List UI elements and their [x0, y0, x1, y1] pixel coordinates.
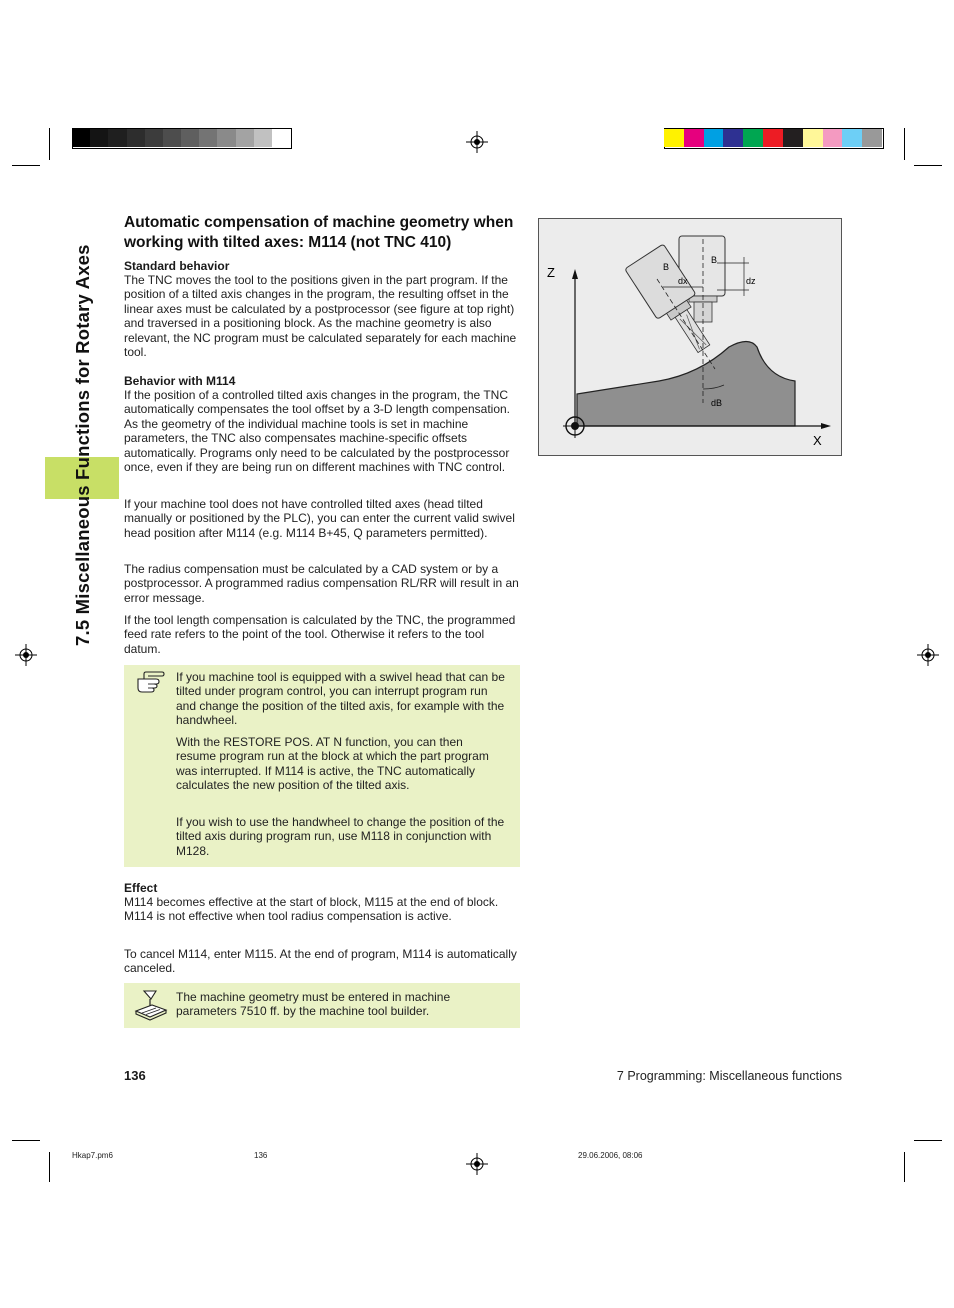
x-axis-arrow: [821, 423, 831, 429]
crop-mark: [904, 128, 905, 160]
color-swatch: [842, 129, 862, 147]
m114-manual-axes-paragraph: If your machine tool does not have controlled tilted axes (head tilted manually or positioned by the PLC), you can enter the current valid swivel head position after M114 (e.g. M114 B+45, Q parameters permitted).: [124, 497, 515, 540]
cancel-paragraph: To cancel M114, enter M115. At the end of program, M114 is automatically canceled.: [124, 947, 517, 976]
crop-mark: [12, 165, 40, 166]
length-compensation-paragraph: If the tool length compensation is calculated by the TNC, the programmed feed rate refers to the point of the tool. Otherwise it refers to the tool datum.: [124, 613, 516, 656]
color-swatch: [823, 129, 843, 147]
radius-compensation-section: [124, 562, 520, 605]
color-swatch: [127, 129, 146, 147]
color-swatch: [72, 129, 91, 147]
m114-behavior-subhead: Behavior with M114: [124, 374, 236, 388]
color-swatch: [862, 129, 882, 147]
note-box-machine-parameters: [124, 983, 520, 1028]
effect-paragraph: M114 becomes effective at the start of block, M115 at the end of block. M114 is not effective when tool radius compensation is active.: [124, 895, 499, 924]
dx-label: dx: [678, 276, 688, 286]
page-number: 136: [124, 1068, 146, 1083]
machine-geometry-figure: [538, 218, 842, 456]
crop-mark: [49, 1152, 50, 1182]
z-axis-arrow: [572, 269, 578, 279]
slug-filename: Hkap7.pm6: [72, 1151, 113, 1160]
color-swatch: [181, 129, 200, 147]
cancel-section: [124, 947, 520, 976]
tilted-head-diagram: [539, 219, 841, 455]
m114-behavior-paragraph: If the position of a controlled tilted axis changes in the program, the TNC automatically compensates the tool offset by a 3-D length compensation. As the geometry of the individual machine tools is set in machine parameters, the TNC also compensates machine-specific offsets automatically. Programs only need to be calculated by the postprocessor once, even if they are being run on different machines with TNC control.: [124, 388, 510, 475]
note-paragraph: If you machine tool is equipped with a swivel head that can be tilted under program control, you can interrupt program run and change the position of the tilted axis, for example with the handwheel.: [176, 670, 505, 728]
registration-mark-icon: [917, 644, 939, 666]
m114-manual-axes-section: [124, 497, 520, 540]
color-swatch: [684, 129, 704, 147]
color-swatch: [664, 129, 684, 147]
color-swatch: [217, 129, 236, 147]
standard-behavior-text: The TNC moves the tool to the positions given in the part program. If the position of a tilted axis changes in the program, the resulting offset in the linear axes must be calculated by a postprocessor (see figure at top right) and traversed in a positioning block. As the machine geometry is also relevant, the NC program must be calculated separately for each machine tool.: [124, 273, 517, 360]
slug-page: 136: [254, 1151, 268, 1160]
machine-parameter-icon: [134, 989, 168, 1021]
color-swatch: [803, 129, 823, 147]
standard-behavior-section: [124, 259, 520, 359]
b-label: B: [663, 262, 670, 272]
registration-mark-icon: [466, 1153, 488, 1175]
crop-mark: [49, 128, 50, 160]
registration-mark-icon: [466, 131, 488, 153]
section-side-title: 7.5 Miscellaneous Functions for Rotary Axes: [72, 244, 93, 646]
b-label: B: [711, 255, 718, 265]
pointing-hand-icon: [136, 671, 166, 693]
color-swatch: [783, 129, 803, 147]
chapter-footer: 7 Programming: Miscellaneous functions: [616, 1069, 842, 1083]
radius-compensation-paragraph: The radius compensation must be calculated by a CAD system or by a postprocessor. A programmed radius compensation RL/RR will result in an error message.: [124, 562, 519, 605]
crop-mark: [904, 1152, 905, 1182]
note-paragraph: With the RESTORE POS. AT N function, you can then resume program run at the block at which the part program was interrupted. If M114 is active, the TNC automatically calculates the new position of the tilted axis.: [176, 735, 489, 793]
slug-date: 29.06.2006, 08:06: [578, 1151, 643, 1160]
note-paragraph: If you wish to use the handwheel to change the position of the tilted axis during program run, use M118 in conjunction with M128.: [176, 815, 505, 858]
effect-subhead: Effect: [124, 881, 158, 895]
crop-mark: [914, 1140, 942, 1141]
color-swatch: [145, 129, 164, 147]
workpiece-shape: [577, 342, 795, 427]
dz-label: dz: [746, 276, 756, 286]
z-axis-label: Z: [547, 265, 555, 280]
color-swatch: [199, 129, 218, 147]
color-swatch: [163, 129, 182, 147]
color-swatch: [704, 129, 724, 147]
standard-behavior-subhead: Standard behavior: [124, 259, 230, 273]
page-heading: Automatic compensation of machine geometry when working with tilted axes: M114 (not TNC 410): [124, 214, 514, 251]
note-paragraph: The machine geometry must be entered in machine parameters 7510 ff. by the machine tool builder.: [176, 990, 451, 1019]
color-swatch: [272, 129, 291, 147]
crop-mark: [12, 1140, 40, 1141]
color-swatch: [743, 129, 763, 147]
color-swatch: [763, 129, 783, 147]
x-axis-label: X: [813, 433, 822, 448]
note-box-swivel-head: [124, 665, 520, 867]
color-swatch: [90, 129, 109, 147]
crop-mark: [914, 165, 942, 166]
db-label: dB: [711, 398, 723, 408]
length-compensation-section: [124, 613, 520, 656]
color-swatch: [236, 129, 255, 147]
color-swatch: [723, 129, 743, 147]
color-swatch: [108, 129, 127, 147]
effect-section: [124, 881, 520, 924]
color-swatch: [254, 129, 273, 147]
registration-mark-icon: [15, 644, 37, 666]
m114-behavior-section: [124, 374, 520, 474]
